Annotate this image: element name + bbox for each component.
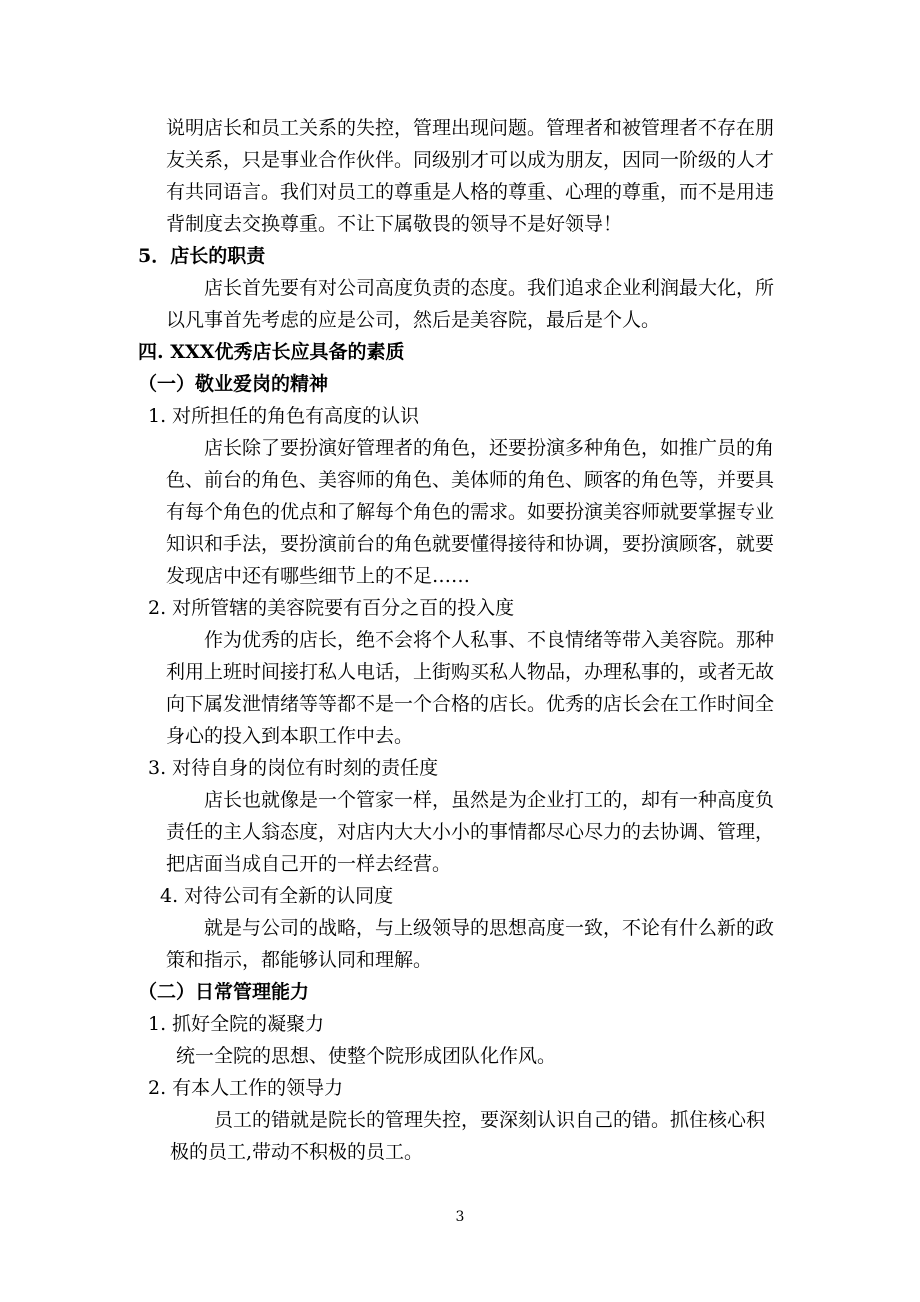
page-number: 3 [455,1209,465,1225]
list-item-3: 3. 对待自身的岗位有时刻的责任度 [148,757,439,779]
paragraph-b2: 员工的错就是院长的管理失控，要深刻认识自己的错。抓住核心积极的员工,带动不积极的员工。 [170,1109,766,1163]
paragraph-3: 店长也就像是一个管家一样，虽然是为企业打工的，却有一种高度负责任的主人翁态度，对店内大大小小的事情都尽心尽力的去协调、管理，把店面当成自己开的一样去经营。 [166,789,775,875]
section-heading-4: 四. XXX优秀店长应具备的素质 [138,341,405,363]
subsection-heading-2: （二）日常管理能力 [138,981,310,1003]
list-item-4: 4. 对待公司有全新的认同度 [160,885,394,907]
paragraph-4: 就是与公司的战略，与上级领导的思想高度一致，不论有什么新的政策和指示，都能够认同和理解。 [166,917,775,971]
section-heading-5: 5．店长的职责 [138,245,266,267]
paragraph-intro: 说明店长和员工关系的失控，管理出现问题。管理者和被管理者不存在朋友关系，只是事业合作伙伴。同级别才可以成为朋友，因同一阶级的人才有共同语言。我们对员工的尊重是人格的尊重、心理的尊重，而不是用违背制度去交换尊重。不让下属敬畏的领导不是好领导！ [166,117,775,235]
subsection-heading-1: （一）敬业爱岗的精神 [138,373,329,395]
list-item-b2: 2. 有本人工作的领导力 [148,1077,344,1099]
paragraph-b1: 统一全院的思想、使整个院形成团队化作风。 [176,1045,557,1067]
paragraph-2: 作为优秀的店长，绝不会将个人私事、不良情绪等带入美容院。那种利用上班时间接打私人电话，上街购买私人物品，办理私事的，或者无故向下属发泄情绪等等都不是一个合格的店长。优秀的店长会在工作时间全身心的投入到本职工作中去。 [166,629,775,747]
paragraph-5: 店长首先要有对公司高度负责的态度。我们追求企业利润最大化，所以凡事首先考虑的应是公司，然后是美容院，最后是个人。 [166,277,775,331]
list-item-b1: 1. 抓好全院的凝聚力 [148,1013,325,1035]
list-item-1: 1. 对所担任的角色有高度的认识 [148,405,420,427]
paragraph-1: 店长除了要扮演好管理者的角色，还要扮演多种角色，如推广员的角色、前台的角色、美容师的角色、美体师的角色、顾客的角色等，并要具有每个角色的优点和了解每个角色的需求。如要扮演美容师就要掌握专业知识和手法，要扮演前台的角色就要懂得接待和协调，要扮演顾客，就要发现店中还有哪些细节上的不足…… [166,437,775,587]
list-item-2: 2. 对所管辖的美容院要有百分之百的投入度 [148,597,515,619]
